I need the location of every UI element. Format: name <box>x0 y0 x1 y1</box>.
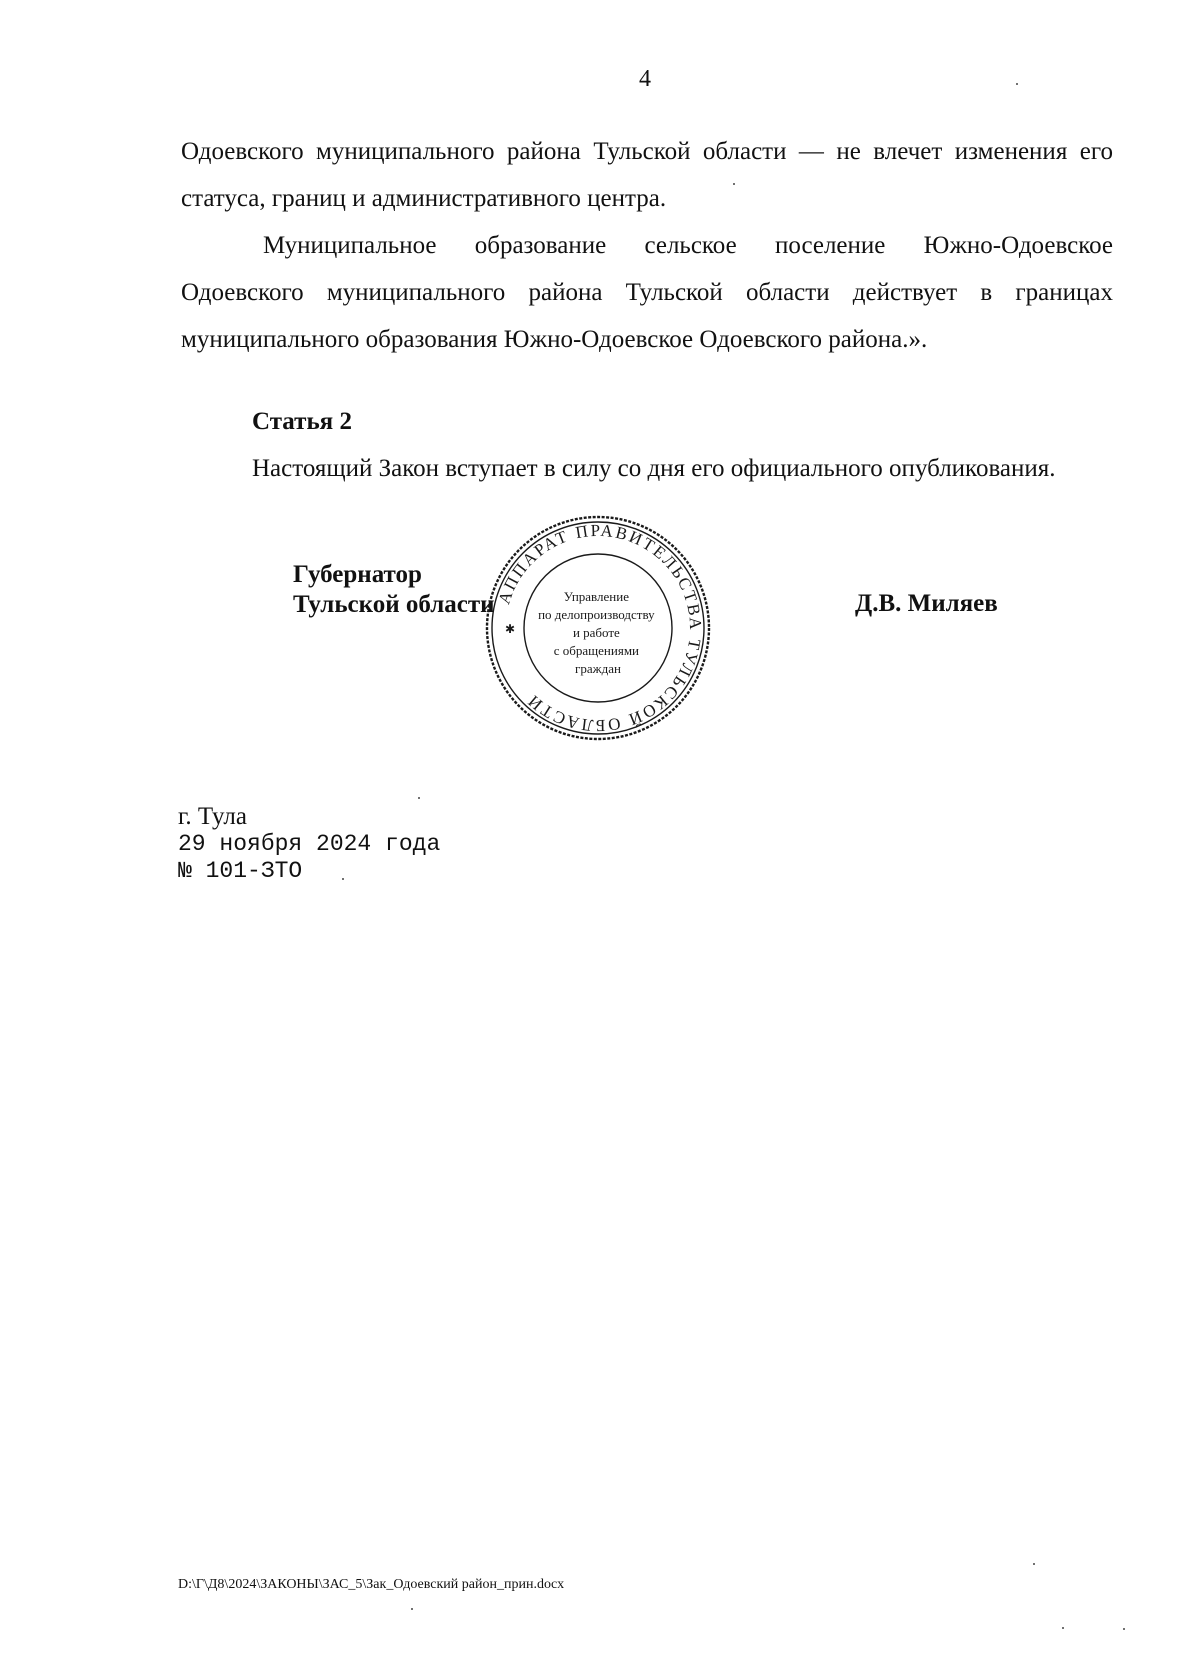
seal-center-line-4: с обращениями <box>553 643 640 658</box>
scan-speck <box>1062 1627 1064 1629</box>
seal-center-line-2: по делопроизводству <box>538 607 655 622</box>
scan-speck <box>411 1608 413 1610</box>
official-seal-stamp <box>483 513 713 743</box>
article-heading: Статья 2 <box>252 408 352 435</box>
signatory-name: Д.В. Миляев <box>855 590 998 617</box>
enactment-date: 29 ноября 2024 года <box>178 831 441 857</box>
law-number: № 101-ЗТО <box>178 858 303 884</box>
scan-speck <box>342 878 344 880</box>
seal-outer-textpath: АППАРАТ ПРАВИТЕЛЬСТВА ТУЛЬСКОЙ ОБЛАСТИ <box>494 520 706 736</box>
seal-star-icon: ✱ <box>505 622 516 636</box>
article-text: Настоящий Закон вступает в силу со дня его официального опубликования. <box>252 455 1056 482</box>
signatory-title-line1: Губернатор <box>293 561 422 588</box>
enactment-city: г. Тула <box>178 803 247 830</box>
paragraph-municipal-formation: Муниципальное образование сельское поселение Южно-Одоевское Одоевского муниципального района Тульской области действует в границах муниципального образования Южно-Одоевское Одоевского района.». <box>181 232 1113 353</box>
scan-speck <box>1033 1563 1035 1565</box>
scan-speck <box>418 797 420 799</box>
footer-file-path: D:\Г\Д8\2024\ЗАКОНЫ\ЗАС_5\Зак_Одоевский район_прин.docx <box>178 1577 565 1592</box>
seal-center-line-5: граждан <box>575 661 621 676</box>
scan-speck <box>733 183 735 185</box>
scan-speck <box>1016 83 1018 85</box>
scan-speck <box>1123 1628 1125 1630</box>
signatory-title-line2: Тульской области <box>293 591 495 618</box>
seal-center-text <box>538 589 658 676</box>
seal-center-line-1: Управление <box>563 589 629 604</box>
signatory-title <box>293 560 495 620</box>
seal-center-line-3: и работе <box>572 625 620 640</box>
page-number: 4 <box>639 66 651 92</box>
paragraph-continuation: Одоевского муниципального района Тульской области — не влечет изменения его статуса, границ и административного центра. <box>181 138 1113 212</box>
